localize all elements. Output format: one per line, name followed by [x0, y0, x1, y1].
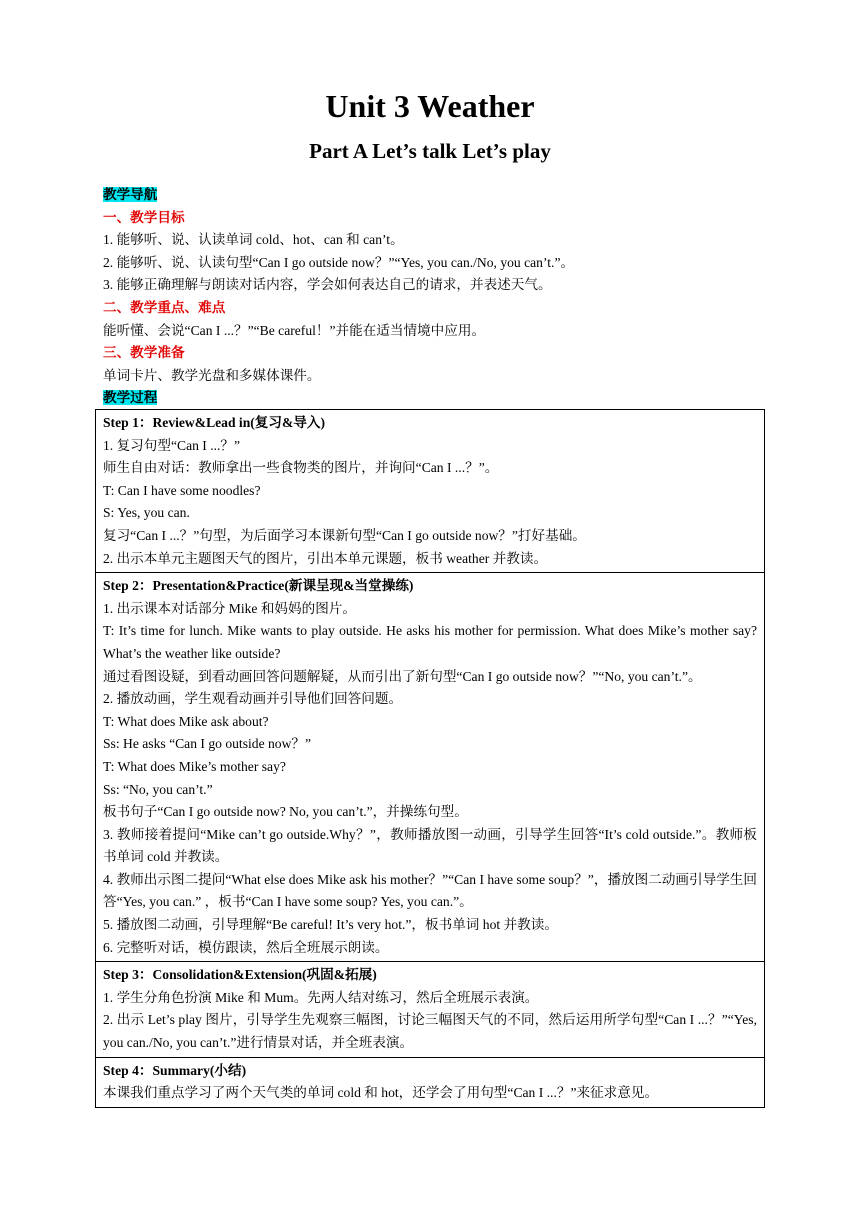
- step-cell: [96, 962, 765, 1057]
- step-cell: [96, 573, 765, 962]
- step-row: [96, 962, 765, 1057]
- preparation-heading: 三、教学准备: [103, 345, 185, 361]
- step-row: [96, 1057, 765, 1107]
- objective-line: 2. 能够听、说、认读句型“Can I go outside now？”“Yes, you can./No, you can’t.”。: [103, 254, 575, 270]
- process-heading: 教学过程: [103, 390, 158, 406]
- step-cell: [96, 1057, 765, 1107]
- step-line: 板书句子“Can I go outside now? No, you can’t.”，并操练句型。: [103, 804, 468, 820]
- step-heading: Step 2：Presentation&Practice(新课呈现&当堂操练): [103, 578, 414, 594]
- step-line: 1. 学生分角色扮演 Mike 和 Mum。先两人结对练习，然后全班展示表演。: [103, 989, 539, 1005]
- key-points-heading: 二、教学重点、难点: [103, 299, 226, 315]
- objectives-heading: 一、教学目标: [103, 209, 185, 225]
- preparation-line: 单词卡片、教学光盘和多媒体课件。: [103, 367, 321, 383]
- step-line: T: What does Mike ask about?: [103, 713, 269, 729]
- step-line: 通过看图设疑，到看动画回答问题解疑，从而引出了新句型“Can I go outside now？”“No, you can’t.”。: [103, 668, 702, 684]
- step-heading: Step 4：Summary(小结): [103, 1062, 247, 1078]
- step-line: 本课我们重点学习了两个天气类的单词 cold 和 hot，还学会了用句型“Can I ...？”来征求意见。: [103, 1085, 659, 1101]
- key-points-line: 能听懂、会说“Can I ...？”“Be careful！”并能在适当情境中应用。: [103, 322, 486, 338]
- step-line: 1. 复习句型“Can I ...？”: [103, 437, 241, 453]
- step-cell: [96, 410, 765, 573]
- document-subtitle: Part A Let’s talk Let’s play: [309, 139, 551, 163]
- document-title: Unit 3 Weather: [325, 88, 535, 124]
- step-line: Ss: “No, you can’t.”: [103, 781, 213, 797]
- step-line: 3. 教师接着提问“Mike can’t go outside.Why？”，教师播放图一动画，引导学生回答“It’s cold outside.”。教师板书单词 cold 并教读。: [103, 826, 757, 865]
- step-line: 1. 出示课本对话部分 Mike 和妈妈的图片。: [103, 600, 356, 616]
- teaching-process-table: [95, 409, 765, 1108]
- step-line: T: What does Mike’s mother say?: [103, 758, 286, 774]
- step-line: 师生自由对话：教师拿出一些食物类的图片，并询问“Can I ...？”。: [103, 460, 499, 476]
- step-row: [96, 573, 765, 962]
- guide-heading: 教学导航: [103, 187, 158, 202]
- step-line: T: Can I have some noodles?: [103, 482, 261, 498]
- step-heading: Step 1：Review&Lead in(复习&导入): [103, 415, 326, 430]
- teaching-guide: [103, 184, 767, 410]
- step-line: Ss: He asks “Can I go outside now？”: [103, 736, 312, 752]
- step-line: 2. 出示 Let’s play 图片，引导学生先观察三幅图，讨论三幅图天气的不同，然后运用所学句型“Can I ...？”“Yes, you can./No, you can’t.”进行情景对话，并全班表演。: [103, 1012, 757, 1051]
- step-line: 复习“Can I ...？”句型，为后面学习本课新句型“Can I go outside now？”打好基础。: [103, 527, 586, 543]
- step-line: 5. 播放图二动画，引导理解“Be careful! It’s very hot.”，板书单词 hot 并教读。: [103, 917, 558, 933]
- step-line: S: Yes, you can.: [103, 505, 190, 521]
- step-line: 2. 播放动画，学生观看动画并引导他们回答问题。: [103, 691, 403, 707]
- objective-line: 3. 能够正确理解与朗读对话内容，学会如何表达自己的请求，并表述天气。: [103, 277, 552, 293]
- objective-line: 1. 能够听、说、认读单词 cold、hot、can 和 can’t。: [103, 232, 404, 248]
- step-line: 2. 出示本单元主题图天气的图片，引出本单元课题，板书 weather 并教读。: [103, 550, 548, 566]
- step-row: [96, 410, 765, 573]
- step-heading: Step 3：Consolidation&Extension(巩固&拓展): [103, 967, 377, 983]
- step-line: T: It’s time for lunch. Mike wants to play outside. He asks his mother for permission. What does Mike’s mother say? What’s the weather like outside?: [103, 623, 757, 661]
- step-line: 6. 完整听对话，模仿跟读，然后全班展示朗读。: [103, 939, 389, 955]
- step-line: 4. 教师出示图二提问“What else does Mike ask his mother？”“Can I have some soup？”，播放图二动画引导学生回答“Yes, you can.” ，板书“Can I have some soup? Yes, you can.”。: [103, 871, 757, 910]
